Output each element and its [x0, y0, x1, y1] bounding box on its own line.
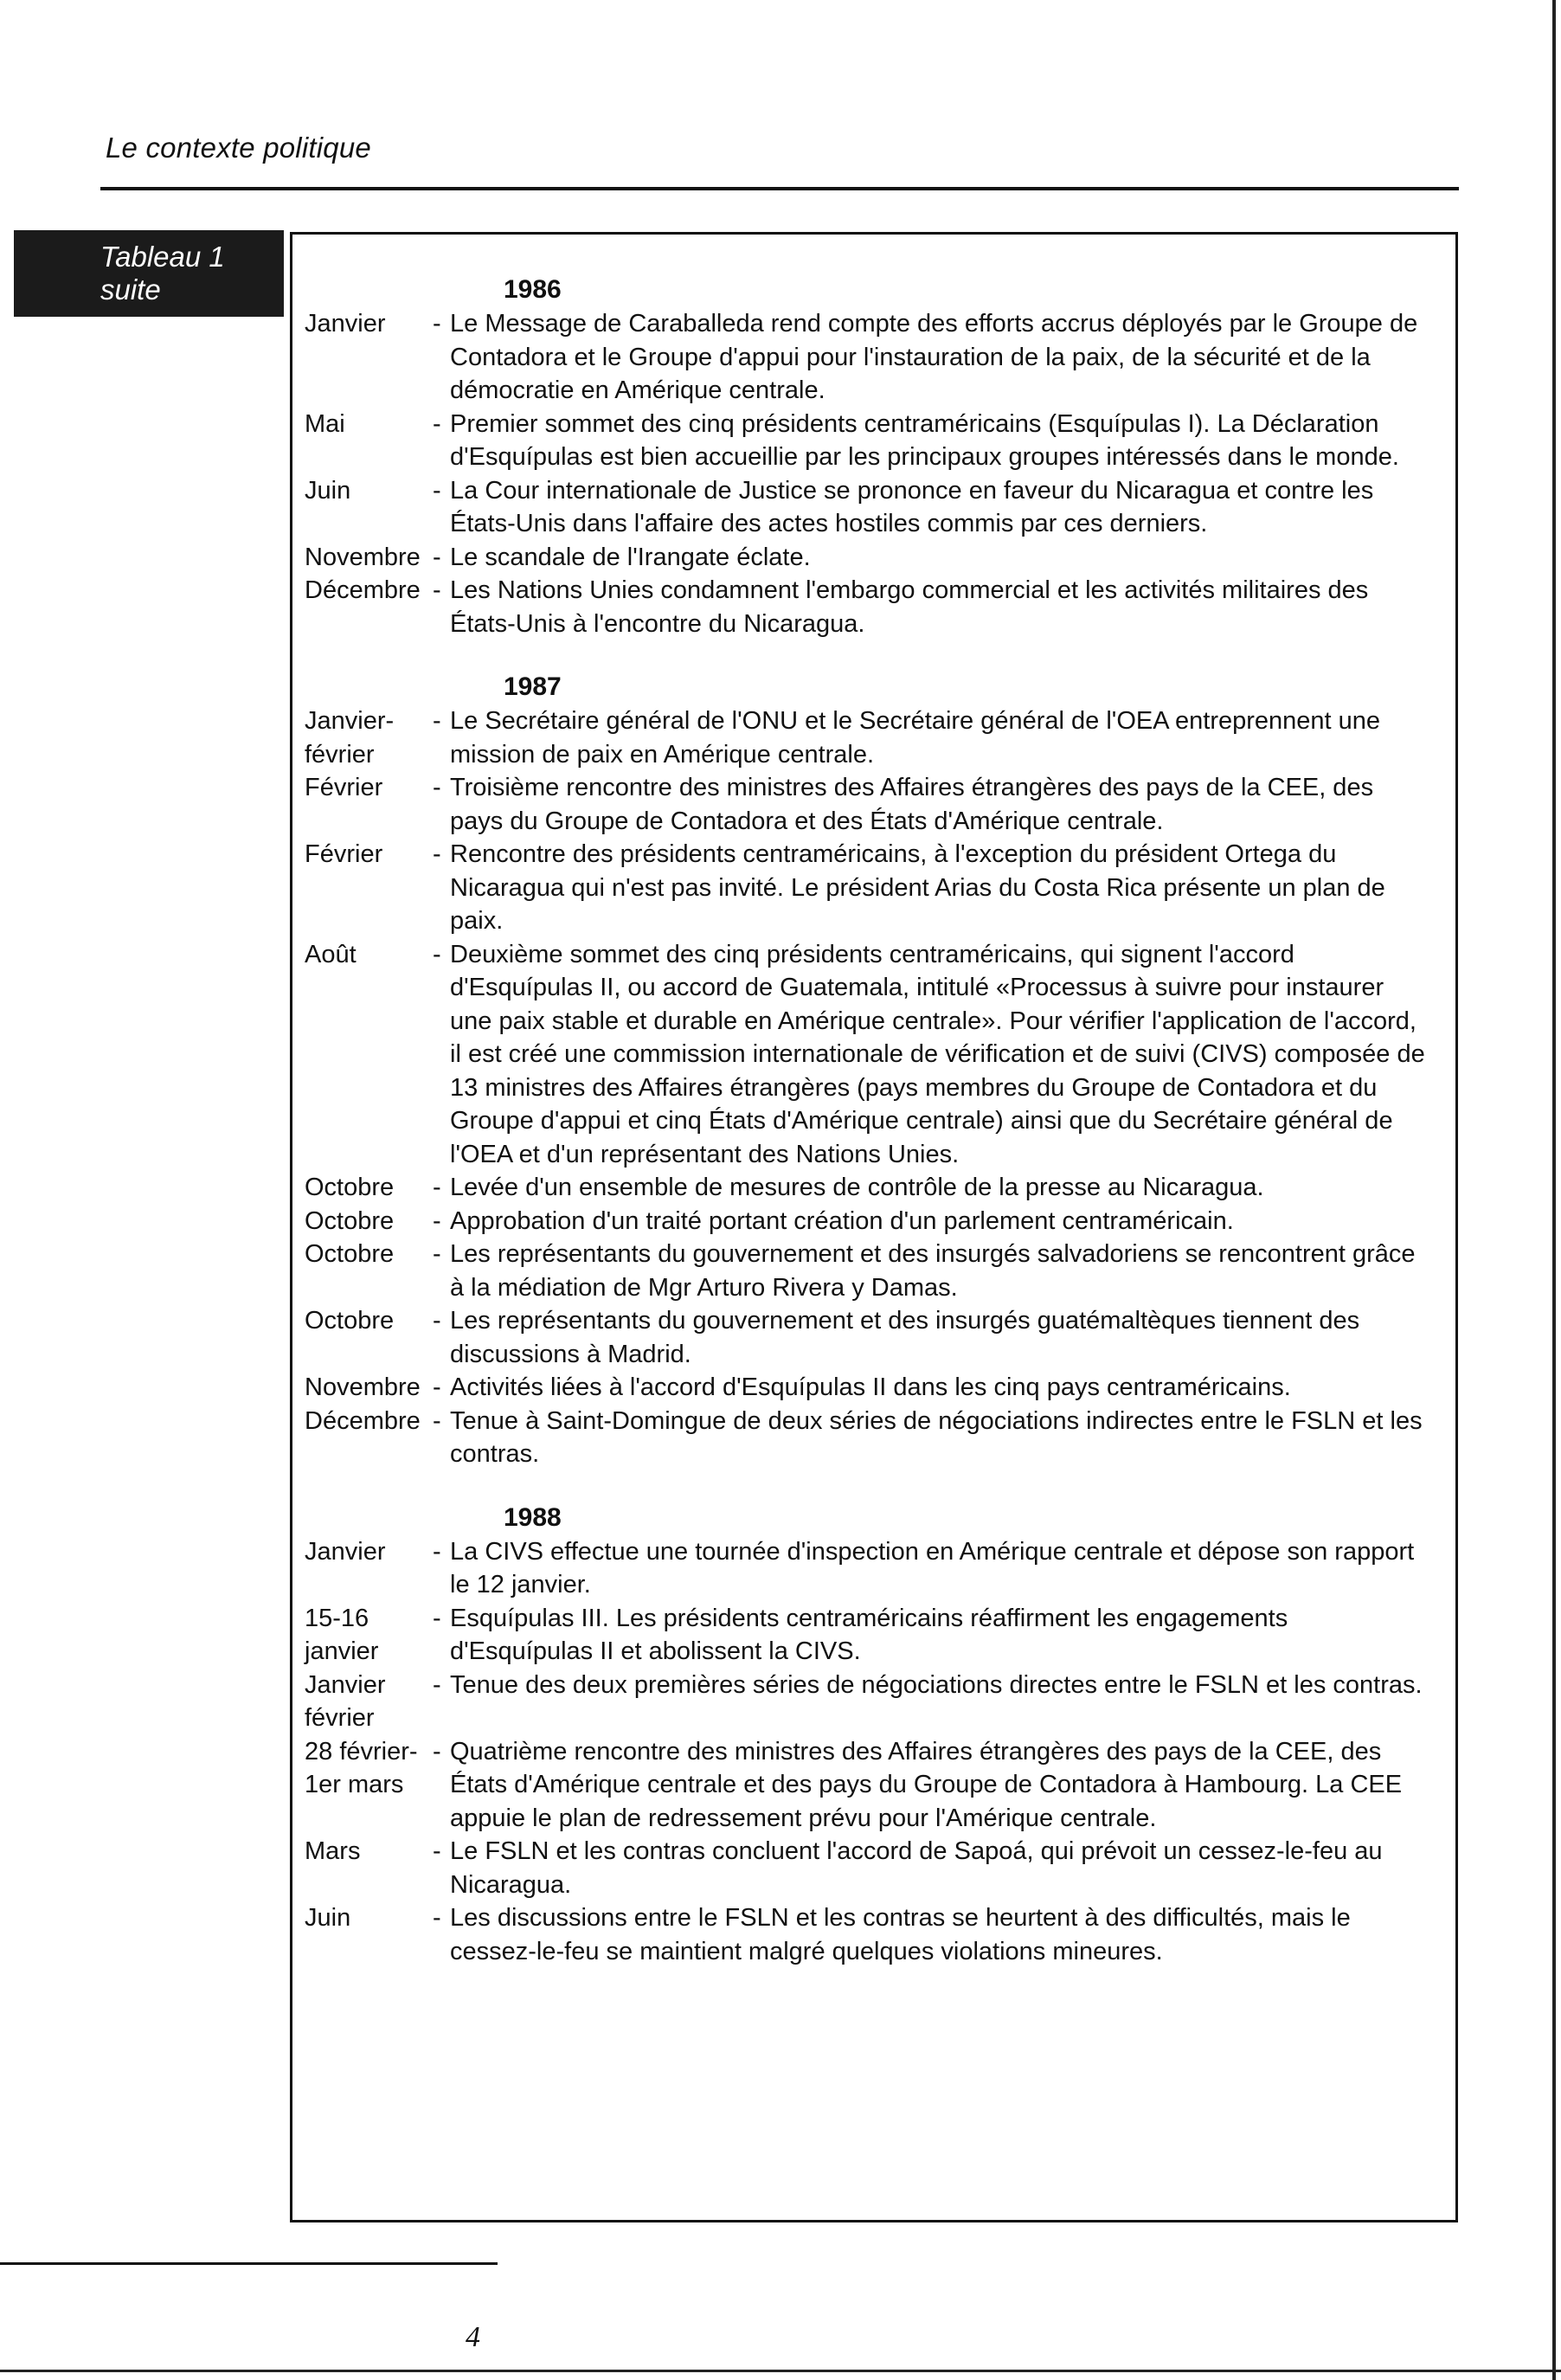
entry-date: Janvier	[305, 1537, 386, 1566]
entry-dash: -	[433, 476, 441, 505]
chronology-entry	[305, 1304, 1447, 1371]
entry-date: Janvier- février	[305, 707, 395, 769]
entry-text: Les représentants du gouvernement et des insurgés guatémaltèques tiennent des discussions à Madrid.	[450, 1307, 1360, 1368]
entry-dash: -	[433, 1406, 441, 1435]
entry-dash: -	[433, 1174, 441, 1201]
chronology-entry	[305, 1371, 1447, 1405]
entry-date: Janvier	[305, 310, 386, 338]
year-heading: 1987	[504, 672, 562, 701]
entry-date: Juin	[305, 1904, 351, 1932]
entry-date: Octobre	[305, 1206, 395, 1235]
badge-title: Tableau 1	[100, 241, 225, 273]
chronology-entry	[305, 1205, 1447, 1238]
entry-date: Mars	[305, 1837, 361, 1865]
year-section	[305, 670, 1447, 1471]
entry-text: Premier sommet des cinq présidents centraméricains (Esquípulas I). La Déclaration d'Esquípulas est bien accueillie par les principaux groupes intéressés dans le monde.	[450, 409, 1399, 471]
entry-date: Janvier février	[305, 1670, 386, 1732]
page-bottom-edge	[0, 2370, 1561, 2372]
chronology-entry	[305, 1405, 1447, 1471]
entry-dash: -	[433, 1307, 441, 1335]
entry-date: Décembre	[305, 576, 421, 604]
entry-date: Décembre	[305, 1406, 421, 1435]
chronology-entry	[305, 704, 1447, 771]
chronology-entry	[305, 1238, 1447, 1304]
entry-text: Approbation d'un traité portant création d'un parlement centraméricain.	[450, 1206, 1234, 1235]
entry-date: Octobre	[305, 1307, 395, 1335]
year-section	[305, 1501, 1447, 1969]
entry-date: Février	[305, 774, 383, 801]
entry-dash: -	[433, 1604, 441, 1632]
entry-dash: -	[433, 310, 441, 338]
entry-date: 15-16 janvier	[305, 1604, 379, 1665]
chronology-entry	[305, 1535, 1447, 1602]
entry-text: Le FSLN et les contras concluent l'accord de Sapoá, qui prévoit un cessez-le-feu au Nicaragua.	[450, 1837, 1383, 1899]
chronology-table	[305, 273, 1447, 1997]
year-section	[305, 273, 1447, 640]
entry-text: Le Secrétaire général de l'ONU et le Secrétaire général de l'OEA entreprennent une mission de paix en Amérique centrale.	[450, 707, 1381, 769]
entry-text: Le scandale de l'Irangate éclate.	[450, 543, 811, 571]
chronology-entry	[305, 1171, 1447, 1205]
entry-dash: -	[433, 940, 441, 968]
chronology-entry	[305, 771, 1447, 838]
entry-dash: -	[433, 409, 441, 438]
entry-dash: -	[433, 1240, 441, 1268]
entry-dash: -	[433, 576, 441, 604]
entry-dash: -	[433, 1904, 441, 1932]
footer-rule	[0, 2262, 498, 2265]
chronology-entry	[305, 307, 1447, 408]
chronology-entry	[305, 838, 1447, 938]
page-right-edge	[1552, 0, 1556, 2380]
entry-text: Les discussions entre le FSLN et les contras se heurtent à des difficultés, mais le cessez-le-feu se maintient malgré quelques violations mineures.	[450, 1904, 1351, 1965]
entry-date: Octobre	[305, 1174, 395, 1201]
page-number: 4	[466, 2321, 480, 2353]
entry-text: Les Nations Unies condamnent l'embargo commercial et les activités militaires des États-Unis à l'encontre du Nicaragua.	[450, 576, 1369, 638]
entry-dash: -	[433, 840, 441, 868]
entry-dash: -	[433, 1206, 441, 1235]
entry-dash: -	[433, 774, 441, 801]
entry-dash: -	[433, 543, 441, 571]
chronology-entry	[305, 1901, 1447, 1968]
entry-dash: -	[433, 1373, 441, 1401]
chronology-entry	[305, 574, 1447, 640]
chronology-entry	[305, 474, 1447, 541]
entry-date: Octobre	[305, 1240, 395, 1268]
entry-date: Août	[305, 940, 357, 968]
entry-dash: -	[433, 1670, 441, 1699]
chronology-entry	[305, 1835, 1447, 1901]
year-heading: 1986	[504, 275, 562, 304]
entry-text: La Cour internationale de Justice se prononce en faveur du Nicaragua et contre les États-Unis dans l'affaire des actes hostiles commis par ces derniers.	[450, 476, 1374, 537]
page-header-title: Le contexte politique	[106, 132, 371, 164]
chronology-entry	[305, 938, 1447, 1172]
chronology-entry	[305, 408, 1447, 474]
entry-date: Novembre	[305, 543, 421, 571]
entry-text: Troisième rencontre des ministres des Affaires étrangères des pays de la CEE, des pays du Groupe de Contadora et des États d'Amérique centrale.	[450, 774, 1374, 835]
chronology-entry	[305, 1669, 1447, 1735]
entry-text: Les représentants du gouvernement et des insurgés salvadoriens se rencontrent grâce à la médiation de Mgr Arturo Rivera y Damas.	[450, 1240, 1416, 1302]
chronology-entry	[305, 541, 1447, 575]
entry-text: Le Message de Caraballeda rend compte des efforts accrus déployés par le Groupe de Contadora et le Groupe d'appui pour l'instauration de la paix, de la sécurité et de la démocratie en Amérique centrale.	[450, 310, 1418, 404]
year-heading: 1988	[504, 1502, 562, 1532]
entry-text: Quatrième rencontre des ministres des Affaires étrangères des pays de la CEE, des États d'Amérique centrale et des pays du Groupe de Contadora à Hambourg. La CEE appuie le plan de redressement prévu pour l'Amérique centrale.	[450, 1737, 1403, 1832]
entry-date: Mai	[305, 409, 345, 438]
table-badge	[14, 230, 284, 317]
entry-text: Tenue à Saint-Domingue de deux séries de négociations indirectes entre le FSLN et les contras.	[450, 1406, 1423, 1468]
entry-dash: -	[433, 707, 441, 735]
badge-subtitle: suite	[100, 273, 161, 306]
entry-date: Février	[305, 840, 383, 868]
entry-text: Tenue des deux premières séries de négociations directes entre le FSLN et les contras.	[450, 1670, 1423, 1699]
entry-text: Esquípulas III. Les présidents centraméricains réaffirment les engagements d'Esquípulas II et abolissent la CIVS.	[450, 1604, 1288, 1665]
entry-text: Activités liées à l'accord d'Esquípulas II dans les cinq pays centraméricains.	[450, 1373, 1291, 1401]
entry-text: Rencontre des présidents centraméricains, à l'exception du président Ortega du Nicaragua qui n'est pas invité. Le président Arias du Costa Rica présente un plan de paix.	[450, 840, 1385, 935]
entry-date: 28 février- 1er mars	[305, 1737, 418, 1798]
entry-dash: -	[433, 1737, 441, 1766]
entry-text: Levée d'un ensemble de mesures de contrôle de la presse au Nicaragua.	[450, 1174, 1264, 1201]
entry-date: Novembre	[305, 1373, 421, 1401]
entry-dash: -	[433, 1537, 441, 1566]
entry-date: Juin	[305, 476, 351, 505]
entry-text: Deuxième sommet des cinq présidents centraméricains, qui signent l'accord d'Esquípulas II, ou accord de Guatemala, intitulé «Processus à suivre pour instaurer une paix stable et durable en Amérique centrale». Pour vérifier l'application de l'accord, il est créé une commission internationale de vérification et de suivi (CIVS) composée de 13 ministres des Affaires étrangères (pays membres du Groupe de Contadora et du Groupe d'appui et cinq États d'Amérique centrale) ainsi que du Secrétaire général de l'OEA et d'un représentant des Nations Unies.	[450, 940, 1425, 1168]
entry-dash: -	[433, 1837, 441, 1865]
header-rule	[100, 187, 1459, 190]
chronology-entry	[305, 1735, 1447, 1836]
entry-text: La CIVS effectue une tournée d'inspection en Amérique centrale et dépose son rapport le 12 janvier.	[450, 1537, 1415, 1598]
chronology-entry	[305, 1602, 1447, 1669]
